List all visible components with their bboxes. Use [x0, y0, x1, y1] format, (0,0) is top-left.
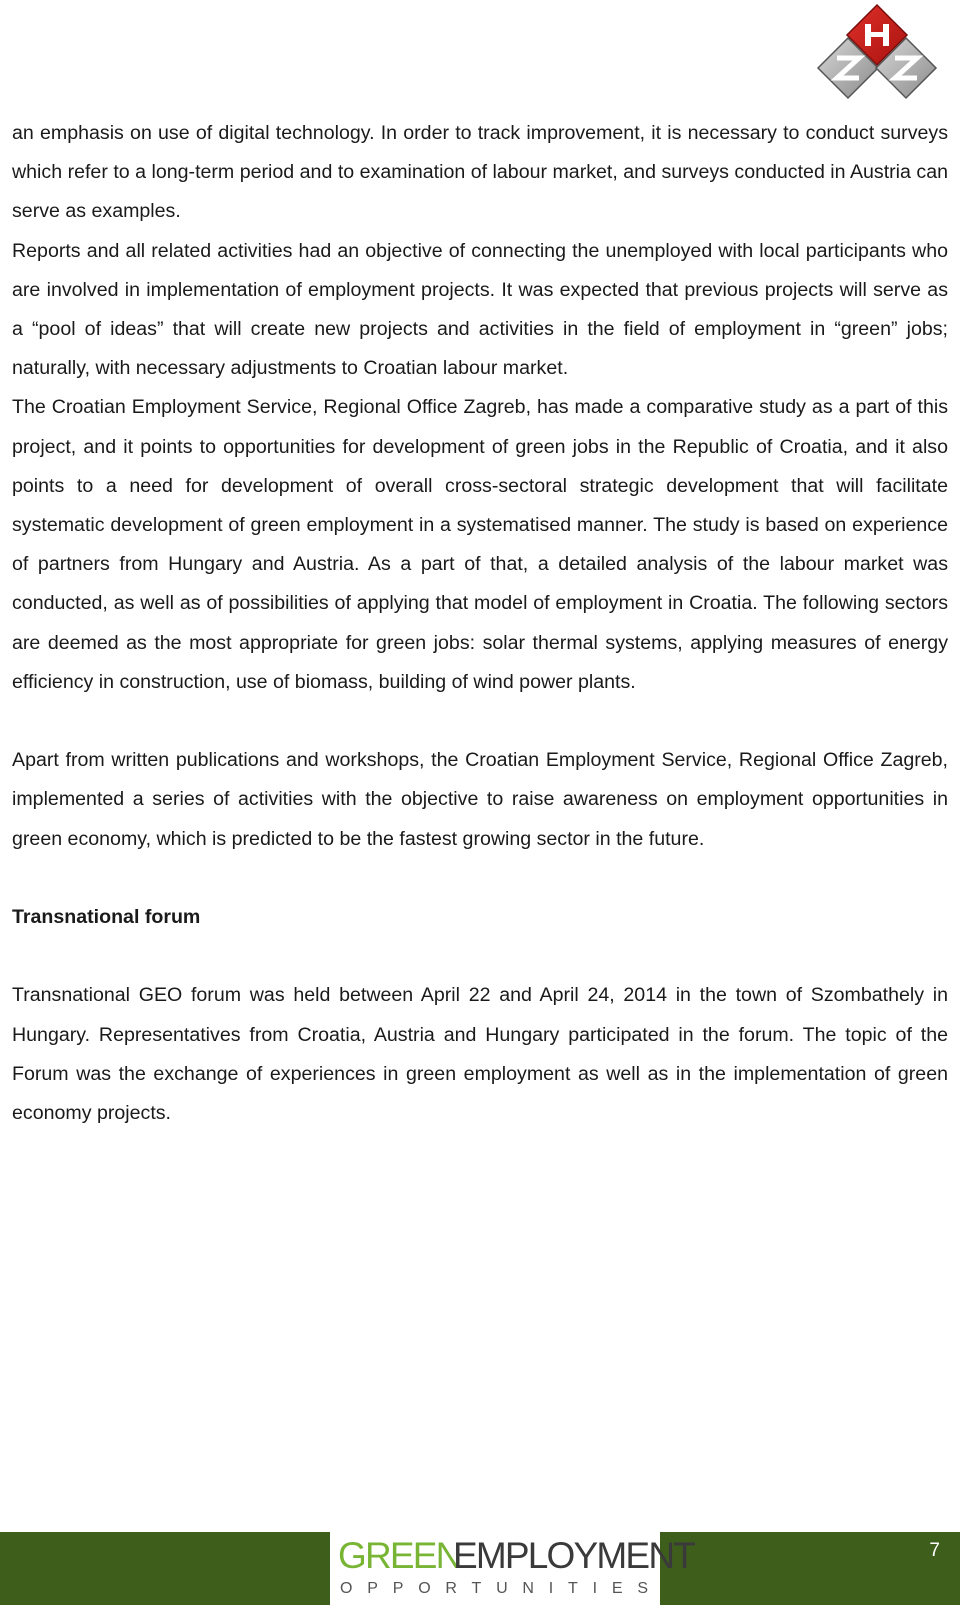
hzz-diamond-logo-icon [810, 2, 945, 105]
hzz-logo [810, 2, 945, 105]
spacer [12, 702, 948, 741]
paragraph: The Croatian Employment Service, Regional Office Zagreb, has made a comparative study as a part of this project, and it points to opportunities for development of green jobs in the Republic of Croatia, and it also points to a need for development of overall cross-sectoral strategic development that will facilitate systematic development of green employment in a systematised manner. The study is based on experience of partners from Hungary and Austria. As a part of that, a detailed analysis of the labour market was conducted, as well as of possibilities of applying that model of employment in Croatia. The following sectors are deemed as the most appropriate for green jobs: solar thermal systems, applying measures of energy efficiency in construction, use of biomass, building of wind power plants. [12, 396, 948, 693]
paragraph: an emphasis on use of digital technology. In order to track improvement, it is necessary to conduct surveys which refer to a long-term period and to examination of labour market, and surveys conducted in Austria can serve as examples. [12, 122, 948, 223]
document-body [12, 114, 948, 1133]
brand-employment: EMPLOYMENT [453, 1535, 695, 1576]
section-heading: Transnational forum [12, 906, 201, 929]
brand-opportunities: OPPORTUNITIES [340, 1580, 663, 1597]
page-number: 7 [929, 1540, 940, 1561]
spacer [12, 937, 948, 976]
brand-green: GREEN [338, 1535, 461, 1576]
green-employment-logo [330, 1530, 695, 1605]
spacer [12, 859, 948, 898]
paragraph: Transnational GEO forum was held between April 22 and April 24, 2014 in the town of Szombathely in Hungary. Representatives from Croatia, Austria and Hungary participated in the forum. The topic of the Forum was the exchange of experiences in green employment as well as in the implementation of green economy projects. [12, 984, 948, 1125]
paragraph: Apart from written publications and workshops, the Croatian Employment Service, Regional Office Zagreb, implemented a series of activities with the objective to raise awareness on employment opportunities in green economy, which is predicted to be the fastest growing sector in the future. [12, 749, 948, 850]
paragraph: Reports and all related activities had an objective of connecting the unemployed with local participants who are involved in implementation of employment projects. It was expected that previous projects will serve as a “pool of ideas” that will create new projects and activities in the field of employment in “green” jobs; naturally, with necessary adjustments to Croatian labour market. [12, 239, 948, 380]
